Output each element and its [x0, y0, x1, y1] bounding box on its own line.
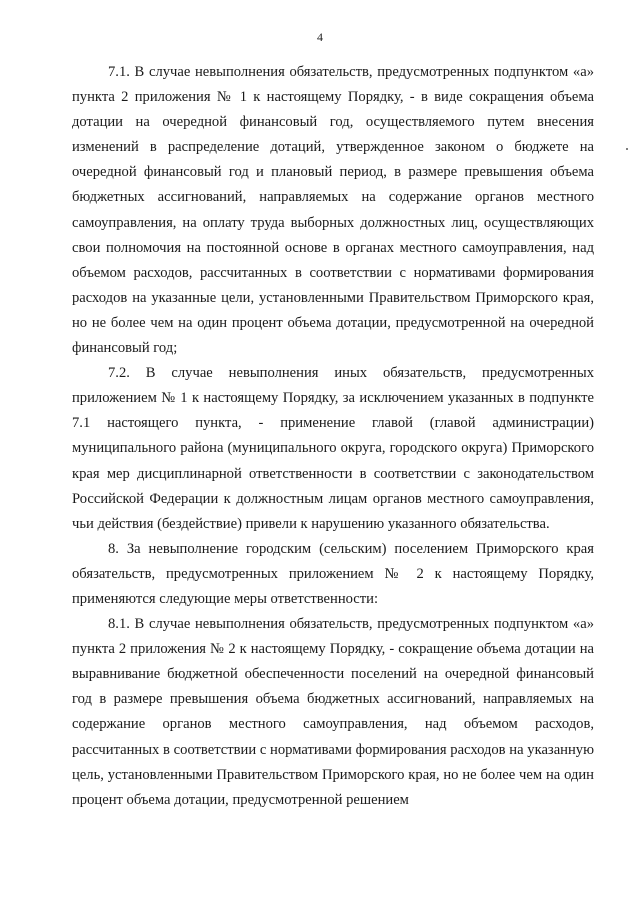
paragraph-8: 8. За невыполнение городским (сельским) поселением Приморского края обязательств, предусмотренных приложением № 2 к настоящему Порядку, применяются следующие меры ответственности:	[72, 540, 594, 607]
paragraph-8-1: 8.1. В случае невыполнения обязательств, предусмотренных подпунктом «а» пункта 2 приложения № 2 к настоящему Порядку, - сокращение объема дотации на выравнивание бюджетной обеспеченности поселений на очередной финансовый год в размере превышения объема бюджетных ассигнований, направляемых на содержание органов местного самоуправления, над объемом расходов, рассчитанных в соответствии с нормативами формирования расходов на указанную цель, установленными Правительством Приморского края, но не более чем на один процент объема дотации, предусмотренной решением	[72, 616, 594, 808]
page-number: 4	[317, 30, 323, 44]
paragraph-7-2: 7.2. В случае невыполнения иных обязательств, предусмотренных приложением № 1 к настоящему Порядку, за исключением указанных в подпункте 7.1 настоящего пункта, - применение главой (главой администрации) муниципального района (муниципального округа, городского округа) Приморского края мер дисциплинарной ответственности в соответствии с законодательством Российской Федерации к должностным лицам органов местного самоуправления, чьи действия (бездействие) привели к нарушению указанного обязательства.	[72, 365, 594, 532]
scan-speck	[626, 148, 628, 150]
paragraph-7-1: 7.1. В случае невыполнения обязательств, предусмотренных подпунктом «а» пункта 2 приложения № 1 к настоящему Порядку, - в виде сокращения объема дотации на очередной финансовый год, осуществляемого путем внесения изменений в распределение дотаций, утвержденное законом о бюджете на очередной финансовый год и плановый период, в размере превышения объема бюджетных ассигнований, направляемых на содержание органов местного самоуправления, на оплату труда выборных должностных лиц, осуществляющих свои полномочия на постоянной основе в органах местного самоуправления, над объемом расходов, рассчитанных в соответствии с нормативами формирования расходов на указанные цели, установленными Правительством Приморского края, но не более чем на один процент объема дотации, предусмотренной на очередной финансовый год;	[72, 64, 594, 357]
document-body	[72, 60, 594, 813]
